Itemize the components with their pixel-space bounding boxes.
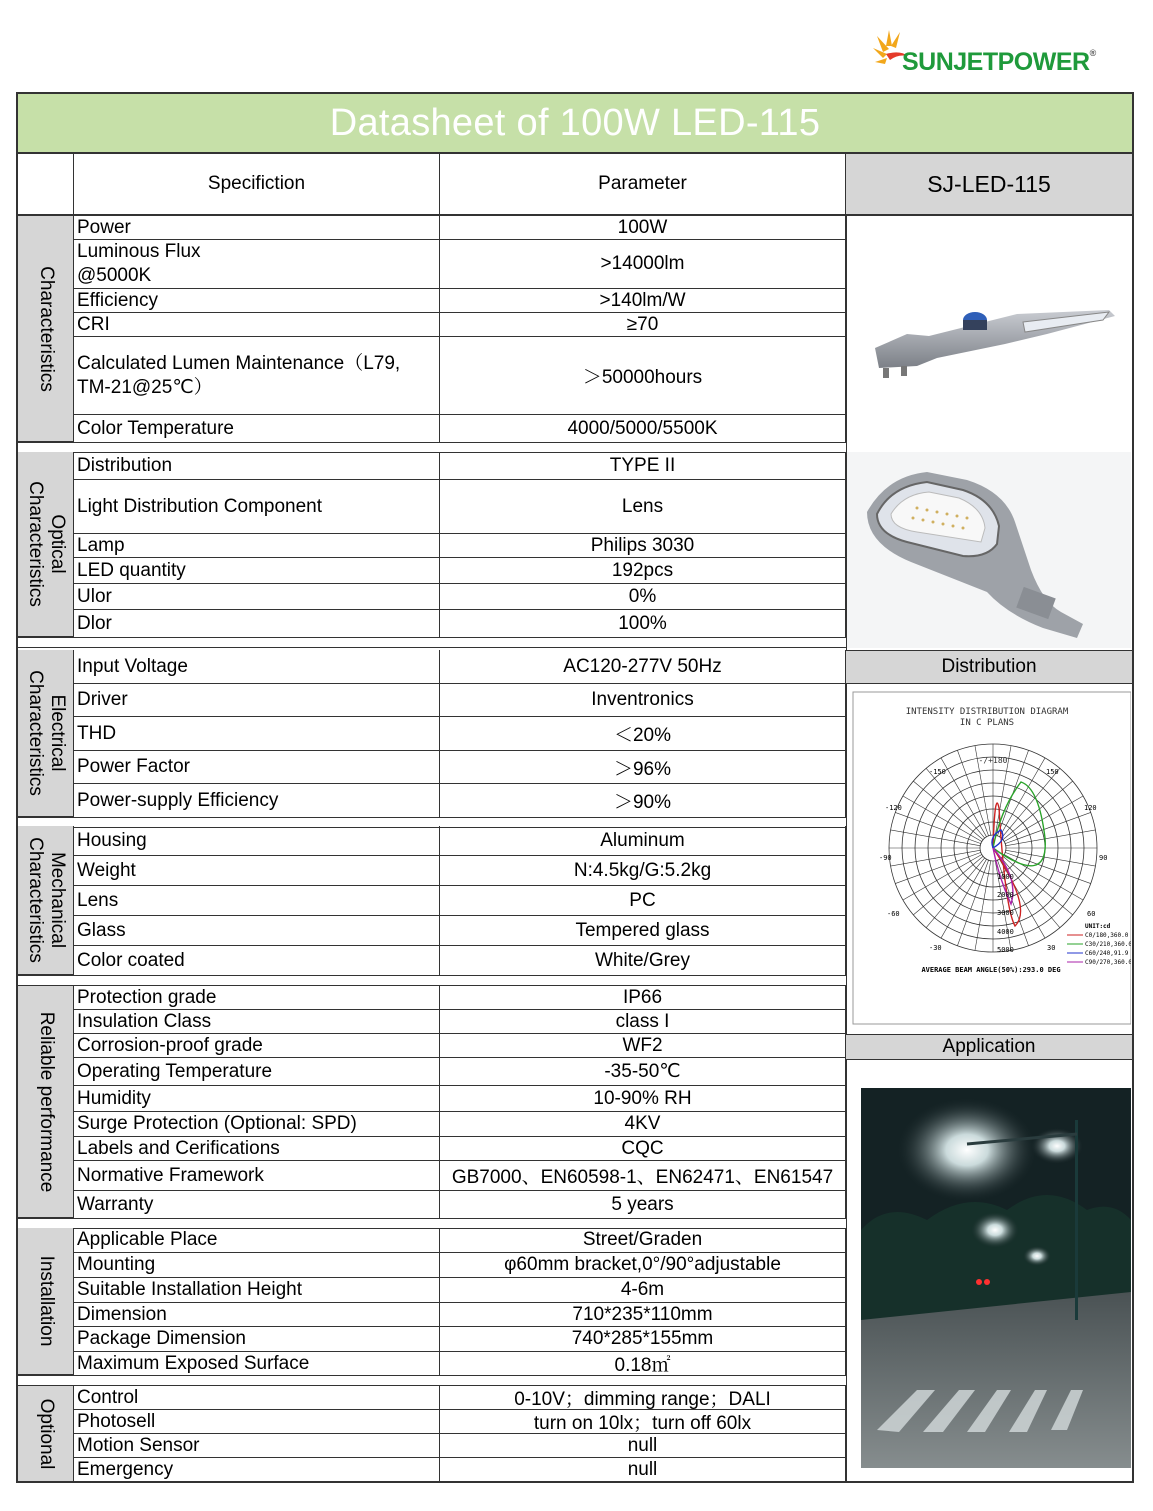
streetlight-front-image [847,452,1131,648]
section-label-text [35,1011,57,1192]
spec-value: ≥70 [440,313,846,336]
section-label-text [24,837,68,963]
spec-name: Housing [74,826,440,855]
spec-value: PC [440,886,846,915]
table-row [74,1086,846,1112]
spec-name: Surge Protection (Optional: SPD) [74,1112,440,1136]
spec-name: Photosell [74,1410,440,1433]
spec-name: Weight [74,856,440,885]
angle-label: 150 [1046,768,1059,776]
spec-name: Lamp [74,534,440,557]
spec-name: Operating Temperature [74,1058,440,1085]
section-label-line: Optical [46,514,68,574]
table-row [74,415,846,443]
spec-value: null [440,1434,846,1457]
section-label-line: Optional [35,1398,57,1469]
section-label-text [35,1398,57,1469]
table-row [74,1386,846,1410]
application-panel [846,1060,1132,1481]
section-label [18,1228,74,1376]
application-street-photo [847,1060,1131,1479]
ring-label: 1000 [997,873,1014,881]
table-row [74,856,846,886]
spec-name: Efficiency [74,289,440,312]
spec-value: 100W [440,216,846,239]
section-label-line: Characteristics [24,837,46,963]
table-row [74,886,846,916]
distribution-panel [846,684,1132,1034]
spec-value: ＜20% [440,717,846,750]
table-row [74,558,846,584]
spec-value: ＞90% [440,784,846,817]
datasheet-table [16,92,1134,1483]
spec-name: Distribution [74,452,440,479]
table-row [74,784,846,818]
section-label [18,986,74,1219]
section-label-line: Reliable performance [35,1011,57,1192]
table-row [74,1191,846,1219]
spec-name: Package Dimension [74,1327,440,1351]
table-row [74,240,846,289]
section-label-line: Mechanical [46,851,68,949]
section-label [18,452,74,638]
table-row [74,584,846,610]
spec-name: Emergency [74,1458,440,1482]
spec-name: Mounting [74,1253,440,1277]
spec-name: Light Distribution Component [74,480,440,533]
table-row [74,1137,846,1161]
table-row [74,1112,846,1137]
spec-name: Motion Sensor [74,1434,440,1457]
section-label [18,1386,74,1483]
header-corner [18,154,74,216]
spec-value: White/Grey [440,946,846,975]
spec-value: ＞50000hours [440,337,846,414]
spec-value: null [440,1458,846,1482]
spec-value: 4000/5000/5500K [440,415,846,442]
table-row [74,1303,846,1327]
brand-logo [872,24,1122,80]
diagram-title-1: INTENSITY DISTRIBUTION DIAGRAM [905,707,1069,717]
spec-value: N:4.5kg/G:5.2kg [440,856,846,885]
table-row [74,751,846,784]
intensity-distribution-diagram [847,684,1131,1032]
legend-item: C60/240,91.9 [1085,950,1129,957]
spec-value: Aluminum [440,826,846,855]
angle-label: -30 [929,944,942,952]
table-row [74,610,846,638]
spec-name: Ulor [74,584,440,609]
table-row [74,1228,846,1253]
section-label [18,826,74,976]
table-row [74,1327,846,1352]
spec-name: Luminous Flux @5000K [74,240,440,288]
spec-name: Color Temperature [74,415,440,442]
table-row [74,986,846,1010]
spec-value: 0.18㎡ [440,1352,846,1375]
angle-label: 60 [1087,910,1096,918]
spec-value: 0-10V；dimming range；DALI [440,1386,846,1409]
product-image-side [846,216,1132,452]
legend-item: C90/270,360.0 [1085,959,1131,966]
diagram-unit: UNIT:cd [1085,923,1111,930]
section-label-line: Electrical [46,694,68,772]
spec-name: Power Factor [74,751,440,783]
table-row [74,650,846,684]
spec-value: CQC [440,1137,846,1160]
spec-name: Humidity [74,1086,440,1111]
spec-value: 0% [440,584,846,609]
legend-item: C30/210,360.0 [1085,941,1131,948]
spec-name: Control [74,1386,440,1409]
angle-label: -120 [885,804,902,812]
section-label-text [35,1256,57,1347]
spec-value: Lens [440,480,846,533]
table-row [74,1058,846,1086]
header-param: Parameter [440,154,846,216]
table-row [74,289,846,313]
section-label-text [35,266,57,392]
spec-value: 4-6m [440,1278,846,1302]
spec-name: Input Voltage [74,650,440,683]
product-image-front [846,452,1132,650]
spec-value: TYPE II [440,452,846,479]
spec-name: Normative Framework [74,1161,440,1190]
section-label [18,216,74,443]
section-label-line: Characteristics [35,265,57,392]
section-label [18,650,74,818]
table-row [74,1161,846,1191]
spec-value: Inventronics [440,684,846,716]
spec-name: Labels and Cerifications [74,1137,440,1160]
section-label-line: Installation [35,1255,57,1347]
spec-name: Applicable Place [74,1228,440,1252]
table-row [74,946,846,976]
spec-name: LED quantity [74,558,440,583]
spec-name: Dimension [74,1303,440,1326]
spec-name: Suitable Installation Height [74,1278,440,1302]
table-row [74,1434,846,1458]
spec-value: class I [440,1010,846,1033]
spec-value: 710*235*110mm [440,1303,846,1326]
distribution-label: Distribution [846,650,1132,684]
table-row [74,1410,846,1434]
angle-label: -150 [929,768,946,776]
table-row [74,684,846,717]
table-row [74,717,846,751]
diagram-footer: AVERAGE BEAM ANGLE(50%):293.0 DEG [921,966,1061,974]
spec-name: Insulation Class [74,1010,440,1033]
spec-name: Dlor [74,610,440,637]
section-label-text [24,670,68,796]
table-row [74,534,846,558]
table-row [74,1253,846,1278]
diagram-title-2: IN C PLANS [959,718,1015,728]
angle-label: 120 [1084,804,1097,812]
table-row [74,1352,846,1376]
spec-name: Power [74,216,440,239]
spec-value: Tempered glass [440,916,846,945]
spec-value: Philips 3030 [440,534,846,557]
brand-name: SUNJETPOWER® [902,48,1096,76]
angle-label: 30 [1047,944,1056,952]
header-spec: Specifiction [74,154,440,216]
table-row [74,1034,846,1058]
title-bar [18,94,1132,154]
section-label-line: Characteristics [24,481,46,607]
spec-value: 5 years [440,1191,846,1218]
spec-name: Calculated Lumen Maintenance（L79, TM-21@25℃） [74,337,440,414]
table-row [74,337,846,415]
table-row [74,1010,846,1034]
ring-label: 5000 [997,946,1014,954]
spec-name: CRI [74,313,440,336]
spec-value: GB7000、EN60598-1、EN62471、EN61547 [440,1161,846,1190]
application-label: Application [846,1034,1132,1060]
spec-value: 740*285*155mm [440,1327,846,1351]
spec-value: ＞96% [440,751,846,783]
angle-label: 90 [1099,854,1108,862]
spec-name: THD [74,717,440,750]
spec-name: Power-supply Efficiency [74,784,440,817]
section-label-line: Characteristics [24,670,46,796]
table-row [74,1278,846,1303]
table-row [74,1458,846,1483]
spec-value: turn on 10lx；turn off 60lx [440,1410,846,1433]
spec-name: Corrosion-proof grade [74,1034,440,1057]
section-gap [18,638,846,648]
spec-name: Maximum Exposed Surface [74,1352,440,1375]
section-label-text [24,481,68,607]
angle-top: -/+180 [978,756,1008,765]
spec-value: IP66 [440,986,846,1009]
streetlight-side-image [847,216,1131,450]
spec-value: Street/Graden [440,1228,846,1252]
table-row [74,452,846,480]
spec-name: Driver [74,684,440,716]
page-title: Datasheet of 100W LED-115 [329,101,821,144]
spec-value: -35-50℃ [440,1058,846,1085]
spec-value: >14000lm [440,240,846,288]
angle-label: -90 [879,854,892,862]
spec-value: AC120-277V 50Hz [440,650,846,683]
ring-label: 3000 [997,909,1014,917]
spec-value: 192pcs [440,558,846,583]
header-model: SJ-LED-115 [846,154,1132,216]
spec-value: >140lm/W [440,289,846,312]
spec-name: Warranty [74,1191,440,1218]
spec-name: Lens [74,886,440,915]
ring-label: 4000 [997,928,1014,936]
spec-name: Protection grade [74,986,440,1009]
angle-label: -60 [887,910,900,918]
spec-value: 10-90% RH [440,1086,846,1111]
table-row [74,480,846,534]
spec-value: φ60mm bracket,0°/90°adjustable [440,1253,846,1277]
table-row [74,216,846,240]
spec-name: Color coated [74,946,440,975]
section-gap [18,976,846,986]
spec-value: WF2 [440,1034,846,1057]
table-row [74,826,846,856]
table-row [74,313,846,337]
spec-name: Glass [74,916,440,945]
spec-value: 4KV [440,1112,846,1136]
spec-value: 100% [440,610,846,637]
legend-item: C0/180,360.0 [1085,932,1129,939]
table-row [74,916,846,946]
ring-label: 2000 [997,891,1014,899]
